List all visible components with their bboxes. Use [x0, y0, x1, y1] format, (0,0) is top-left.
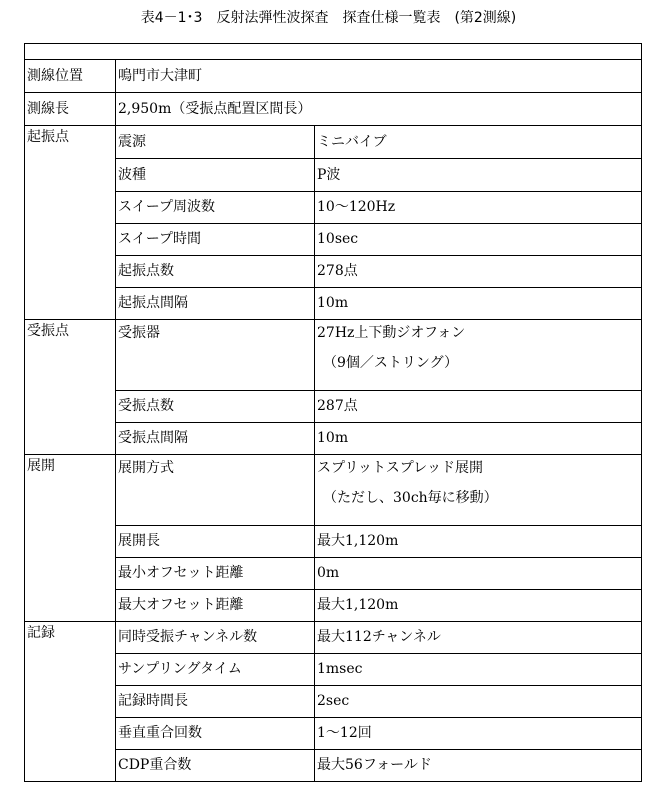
- row-value: 10～120Hz: [315, 192, 642, 224]
- row-value: 1msec: [315, 654, 642, 686]
- row-label: 震源: [116, 126, 315, 159]
- group-recording: 記録: [25, 622, 116, 782]
- table-row: [25, 423, 642, 455]
- table-row: [25, 192, 642, 224]
- table-row: [25, 455, 642, 526]
- row-label: 同時受振チャンネル数: [116, 622, 315, 654]
- blank-cell: [25, 44, 642, 60]
- row-value-multi: [315, 320, 642, 391]
- row-value-sub: （ただし、30ch毎に移動）: [323, 490, 498, 506]
- table-row: [25, 256, 642, 288]
- row-value: 10m: [315, 423, 642, 455]
- row-label: スイープ時間: [116, 224, 315, 256]
- row-label: 起振点間隔: [116, 288, 315, 320]
- table-row-location: [25, 60, 642, 93]
- row-value: 2sec: [315, 686, 642, 718]
- length-label: 測線長: [25, 93, 116, 126]
- row-label: CDP重合数: [116, 750, 315, 782]
- row-label: スイープ周波数: [116, 192, 315, 224]
- table-row: [25, 622, 642, 654]
- row-label: 記録時間長: [116, 686, 315, 718]
- table-row-length: [25, 93, 642, 126]
- table-row: [25, 224, 642, 256]
- row-label: 受振点間隔: [116, 423, 315, 455]
- row-label: サンプリングタイム: [116, 654, 315, 686]
- row-value: 10sec: [315, 224, 642, 256]
- table-row: [25, 320, 642, 391]
- row-value: 1～12回: [315, 718, 642, 750]
- table-row: [25, 159, 642, 192]
- row-value: 最大56フォールド: [315, 750, 642, 782]
- group-receiver: 受振点: [25, 320, 116, 455]
- length-value: 2,950m（受振点配置区間長）: [116, 93, 642, 126]
- group-source: 起振点: [25, 126, 116, 320]
- row-label: 受振器: [116, 320, 315, 391]
- table-row: [25, 686, 642, 718]
- row-value: 最大112チャンネル: [315, 622, 642, 654]
- row-label: 最大オフセット距離: [116, 590, 315, 622]
- table-row: [25, 288, 642, 320]
- row-value: 0m: [315, 558, 642, 590]
- row-label: 最小オフセット距離: [116, 558, 315, 590]
- row-label: 垂直重合回数: [116, 718, 315, 750]
- row-value-sub: （9個／ストリング）: [323, 355, 459, 371]
- location-value: 鳴門市大津町: [116, 60, 642, 93]
- table-row: [25, 590, 642, 622]
- row-value: 最大1,120m: [315, 590, 642, 622]
- row-value: P波: [315, 159, 642, 192]
- location-label: 測線位置: [25, 60, 116, 93]
- table-row-blank: [25, 44, 642, 60]
- table-row: [25, 718, 642, 750]
- row-label: 展開長: [116, 526, 315, 558]
- row-label: 展開方式: [116, 455, 315, 526]
- row-value: 10m: [315, 288, 642, 320]
- table-row: [25, 126, 642, 159]
- row-label: 受振点数: [116, 391, 315, 423]
- row-value: 27Hz上下動ジオフォン: [317, 325, 466, 341]
- row-value: スプリットスプレッド展開: [317, 460, 484, 476]
- group-spread: 展開: [25, 455, 116, 622]
- row-label: 波種: [116, 159, 315, 192]
- row-label: 起振点数: [116, 256, 315, 288]
- row-value-multi: [315, 455, 642, 526]
- table-row: [25, 558, 642, 590]
- row-value: 最大1,120m: [315, 526, 642, 558]
- spec-table: [24, 43, 642, 782]
- document-title: 表4－1･3 反射法弾性波探査 探査仕様一覧表 (第2測線): [140, 10, 517, 26]
- row-value: 278点: [315, 256, 642, 288]
- row-value: 287点: [315, 391, 642, 423]
- row-value: ミニバイブ: [315, 126, 642, 159]
- table-row: [25, 654, 642, 686]
- table-row: [25, 750, 642, 782]
- table-row: [25, 391, 642, 423]
- table-row: [25, 526, 642, 558]
